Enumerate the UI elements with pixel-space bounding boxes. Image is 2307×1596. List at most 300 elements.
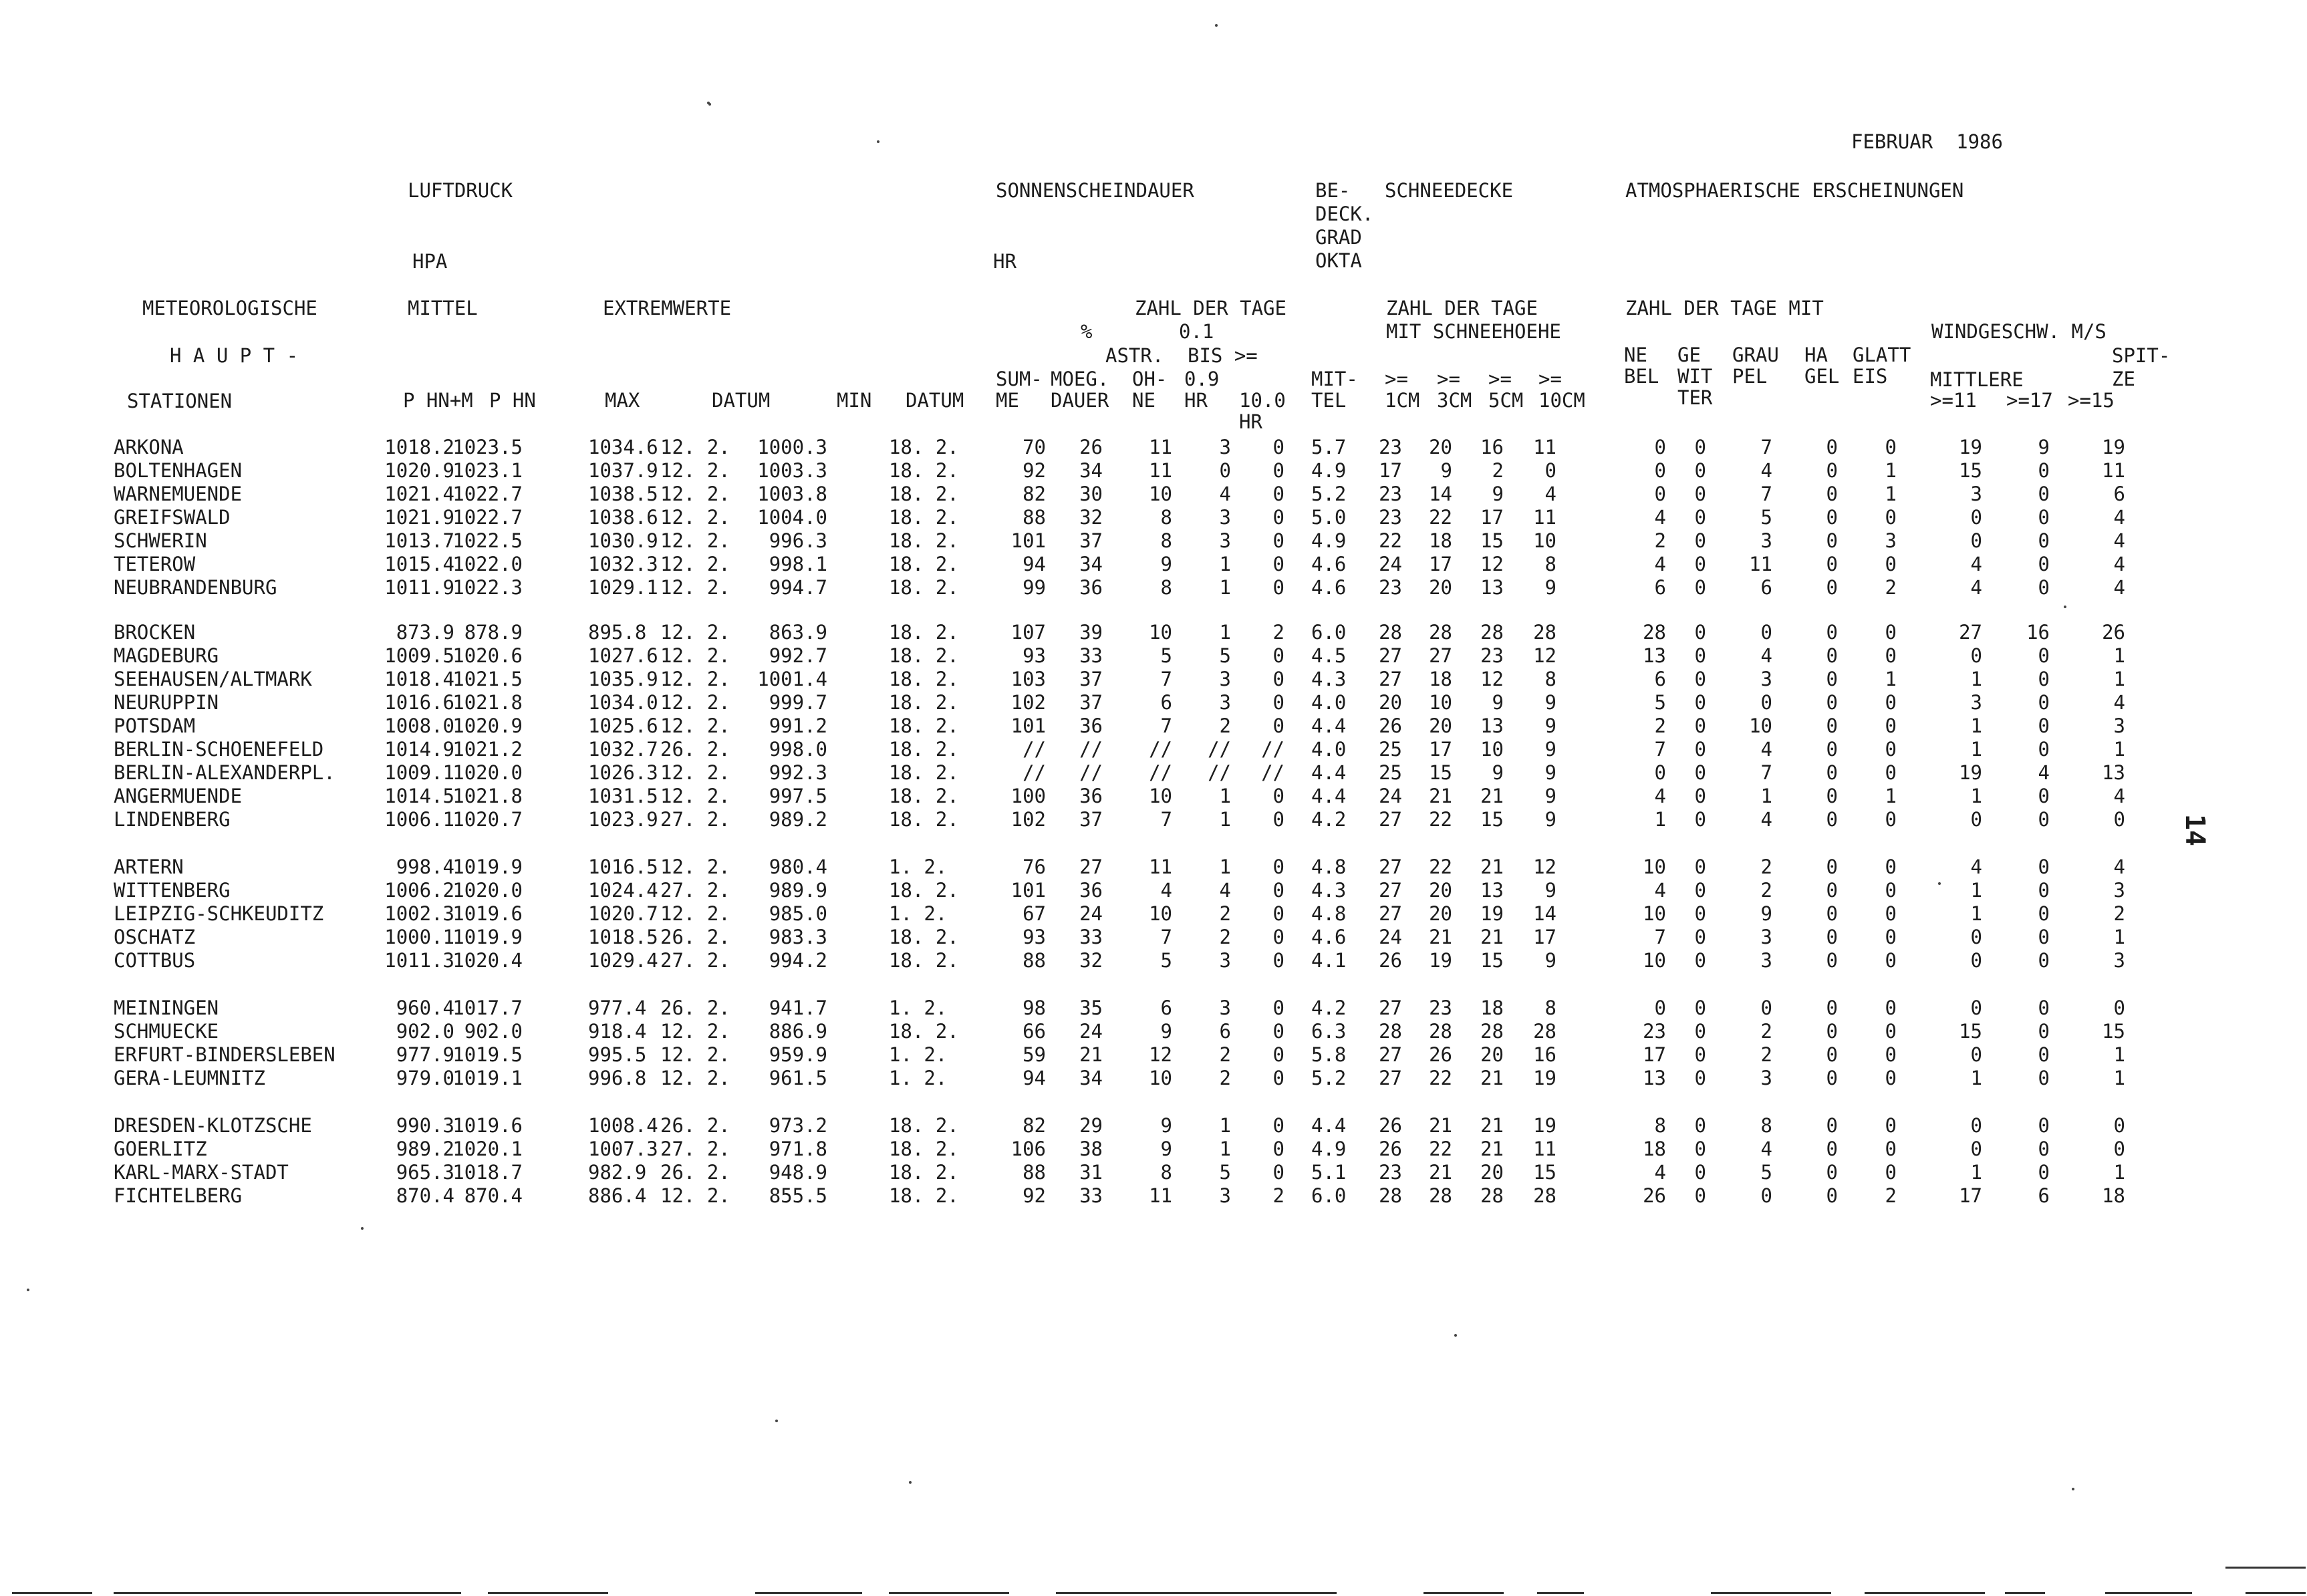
spitze-15-cell: 4 [2113,691,2125,714]
wind-11-cell: 1 [1970,879,1982,902]
min-datum-cell: 18. 2. [889,621,959,644]
wind-17-cell: 0 [2038,926,2050,948]
threshold-0-1-label: 0.1 [1179,320,1214,343]
moeg-dauer-cell: 36 [1079,576,1103,599]
ohne-sonne-cell: 12 [1149,1043,1172,1066]
hagel-cell: 0 [1826,553,1838,575]
schnee-3cm-cell: 28 [1429,621,1452,644]
moeg-dauer-cell: 36 [1079,714,1103,737]
graupel-cell: 4 [1760,644,1772,667]
wind-17-cell: 0 [2038,1138,2050,1160]
schnee-1cm-cell: 24 [1379,553,1402,575]
sonne-summe-cell: 92 [1023,459,1046,482]
min-datum-cell: 18. 2. [889,1114,959,1137]
station-name: ARKONA [114,436,184,458]
schnee-1cm-cell: 27 [1379,902,1402,925]
ab-10-0-cell: 0 [1272,1020,1284,1043]
scan-dash [2105,1592,2192,1594]
p-hn-cell: 1022.7 [452,506,523,529]
max-datum-cell: 27. 2. [660,879,730,902]
spitze-15-cell: 26 [2102,621,2125,644]
spitze-15-cell: 1 [2113,1043,2125,1066]
bis-0-9-cell: 3 [1219,668,1231,690]
max-datum-cell: 12. 2. [660,483,730,505]
moeg-dauer-cell: 34 [1079,459,1103,482]
min-datum-cell: 18. 2. [889,668,959,690]
bedeckung-cell: 6.0 [1311,621,1347,644]
scan-speck [1454,1334,1457,1337]
max-cell: 895.8 [588,621,647,644]
schnee-10cm-cell: 17 [1533,926,1556,948]
scan-speck [775,1420,778,1422]
moeg-dauer-header: MOEG. DAUER [1051,368,1109,412]
hagel-cell: 0 [1826,879,1838,902]
bedeckung-cell: 4.0 [1311,738,1347,761]
spitze-15-cell: 1 [2113,1067,2125,1089]
schnee-5cm-cell: 19 [1480,902,1504,925]
wind-17-header: >=17 [2006,389,2053,412]
schnee-1cm-cell: 26 [1379,1114,1402,1137]
gewitter-cell: 0 [1694,1184,1706,1207]
wind-11-header: >=11 [1930,389,1977,412]
max-datum-cell: 12. 2. [660,644,730,667]
wind-17-cell: 16 [2026,621,2050,644]
min-cell: 997.5 [769,785,827,807]
glatteis-cell: 0 [1885,1161,1897,1184]
atmosphaerische-erscheinungen-heading: ATMOSPHAERISCHE ERSCHEINUNGEN [1625,179,1964,202]
glatteis-cell: 0 [1885,879,1897,902]
schnee-10cm-cell: 9 [1544,761,1556,784]
nebel-cell: 1 [1654,808,1666,831]
min-datum-cell: 1. 2. [889,902,948,925]
gewitter-header: GE WIT TER [1677,344,1713,409]
scan-dash [1865,1592,1985,1594]
min-header: MIN [837,389,872,412]
schnee-10cm-cell: 0 [1544,459,1556,482]
max-datum-cell: 26. 2. [660,1114,730,1137]
stationen-heading-line1: METEOROLOGISCHE [142,297,317,319]
schnee-3cm-cell: 28 [1429,1184,1452,1207]
min-datum-cell: 18. 2. [889,949,959,972]
bis-0-9-cell: 5 [1219,1161,1231,1184]
schnee-1cm-cell: 23 [1379,506,1402,529]
moeg-dauer-cell: 36 [1079,879,1103,902]
bis-0-9-cell: 4 [1219,879,1231,902]
max-cell: 1007.3 [588,1138,658,1160]
min-cell: 959.9 [769,1043,827,1066]
p-hn-m-cell: 1002.3 [384,902,454,925]
gewitter-cell: 0 [1694,529,1706,552]
schnee-5cm-cell: 20 [1480,1161,1504,1184]
graupel-cell: 0 [1760,1184,1772,1207]
wind-17-cell: 0 [2038,808,2050,831]
max-cell: 1020.7 [588,902,658,925]
schnee-5cm-cell: 21 [1480,926,1504,948]
moeg-dauer-cell: 26 [1079,436,1103,458]
spitze-15-cell: 4 [2113,576,2125,599]
schnee-10cm-cell: 9 [1544,576,1556,599]
wind-17-cell: 0 [2038,553,2050,575]
p-hn-cell: 1023.1 [452,459,523,482]
schnee-10cm-cell: 8 [1544,668,1556,690]
max-datum-cell: 12. 2. [660,668,730,690]
max-datum-cell: 12. 2. [660,1043,730,1066]
bedeckung-cell: 4.2 [1311,996,1347,1019]
hagel-cell: 0 [1826,644,1838,667]
min-cell: 1000.3 [757,436,827,458]
spitze-15-cell: 0 [2113,1138,2125,1160]
station-name: LEIPZIG-SCHKEUDITZ [114,902,324,925]
wind-11-cell: 0 [1970,1138,1982,1160]
hagel-cell: 0 [1826,483,1838,505]
station-name: NEURUPPIN [114,691,219,714]
schnee-10cm-cell: 9 [1544,808,1556,831]
max-cell: 1018.5 [588,926,658,948]
bis-0-9-cell: // [1208,761,1231,784]
schnee-1cm-cell: 23 [1379,576,1402,599]
ab-10-0-header: 10.0 HR [1239,389,1286,433]
wind-17-cell: 0 [2038,949,2050,972]
p-hn-cell: 1019.6 [452,1114,523,1137]
schnee-1cm-cell: 23 [1379,1161,1402,1184]
stationen-heading-line2: H A U P T - [170,344,299,367]
station-name: BOLTENHAGEN [114,459,243,482]
schnee-10cm-cell: 10 [1533,529,1556,552]
graupel-cell: 3 [1760,949,1772,972]
bis-0-9-cell: 2 [1219,902,1231,925]
ab-10-0-cell: 0 [1272,714,1284,737]
scan-speck [1215,24,1218,27]
station-name: DRESDEN-KLOTZSCHE [114,1114,312,1137]
glatteis-cell: 1 [1885,785,1897,807]
schnee-1cm-cell: 23 [1379,436,1402,458]
station-name: MAGDEBURG [114,644,219,667]
min-cell: 989.2 [769,808,827,831]
bedeckung-cell: 4.0 [1311,691,1347,714]
bis-0-9-cell: 1 [1219,576,1231,599]
mittel-heading: MITTEL [408,297,478,319]
glatteis-cell: 0 [1885,621,1897,644]
max-header: MAX [605,389,640,412]
max-cell: 1032.7 [588,738,658,761]
schnee-1cm-cell: 26 [1379,949,1402,972]
p-hn-m-cell: 1000.1 [384,926,454,948]
max-cell: 1037.9 [588,459,658,482]
min-cell: 994.7 [769,576,827,599]
gewitter-cell: 0 [1694,621,1706,644]
bedeckung-cell: 4.9 [1311,1138,1347,1160]
station-name: LINDENBERG [114,808,231,831]
graupel-cell: 8 [1760,1114,1772,1137]
schnee-10cm-cell: 11 [1533,1138,1556,1160]
scan-dash [114,1592,461,1594]
min-cell: 998.0 [769,738,827,761]
min-datum-cell: 18. 2. [889,785,959,807]
glatteis-cell: 0 [1885,644,1897,667]
schnee-1cm-cell: 24 [1379,926,1402,948]
max-datum-cell: 12. 2. [660,691,730,714]
station-name: GREIFSWALD [114,506,231,529]
station-name: SCHWERIN [114,529,207,552]
p-hn-m-cell: 965.3 [396,1161,454,1184]
hagel-cell: 0 [1826,1114,1838,1137]
moeg-dauer-cell: 29 [1079,1114,1103,1137]
bedeckung-cell: 4.4 [1311,785,1347,807]
schnee-10cm-cell: 11 [1533,506,1556,529]
schnee-10cm-cell: 28 [1533,1020,1556,1043]
glatteis-cell: 0 [1885,506,1897,529]
sonne-summe-cell: // [1023,738,1046,761]
schnee-10cm-cell: 28 [1533,1184,1556,1207]
nebel-cell: 4 [1654,879,1666,902]
wind-17-cell: 0 [2038,1114,2050,1137]
luftdruck-heading: LUFTDRUCK [408,179,513,202]
station-name: POTSDAM [114,714,196,737]
gewitter-cell: 0 [1694,902,1706,925]
sonne-summe-cell: 94 [1023,553,1046,575]
nebel-header: NE BEL [1624,344,1659,388]
min-datum-cell: 18. 2. [889,926,959,948]
zahl-der-tage-schneehoehe-heading: ZAHL DER TAGE MIT SCHNEEHOEHE [1386,297,1561,343]
min-cell: 863.9 [769,621,827,644]
min-datum-cell: 1. 2. [889,855,948,878]
wind-17-cell: 0 [2038,1067,2050,1089]
wind-17-cell: 0 [2038,483,2050,505]
p-hn-m-cell: 1009.5 [384,644,454,667]
wind-11-cell: 27 [1959,621,1982,644]
p-hn-cell: 1019.9 [452,855,523,878]
scan-dash [1056,1592,1337,1594]
spitze-15-cell: 3 [2113,879,2125,902]
spitze-15-cell: 4 [2113,553,2125,575]
p-hn-m-cell: 1016.6 [384,691,454,714]
graupel-cell: 0 [1760,621,1772,644]
scan-speck [1938,882,1941,885]
schnee-1cm-cell: 25 [1379,738,1402,761]
min-cell: 992.7 [769,644,827,667]
schnee-3cm-cell: 9 [1440,459,1452,482]
graupel-cell: 7 [1760,483,1772,505]
min-cell: 941.7 [769,996,827,1019]
schnee-10cm-cell: 9 [1544,785,1556,807]
wind-11-cell: 19 [1959,436,1982,458]
ab-10-0-cell: 0 [1272,808,1284,831]
moeg-dauer-cell: 37 [1079,808,1103,831]
extremwerte-heading: EXTREMWERTE [603,297,732,319]
min-datum-header: DATUM [906,389,964,412]
min-datum-cell: 18. 2. [889,714,959,737]
spitze-15-cell: 3 [2113,949,2125,972]
gewitter-cell: 0 [1694,996,1706,1019]
graupel-cell: 0 [1760,691,1772,714]
schnee-10cm-cell: 8 [1544,996,1556,1019]
schnee-1cm-cell: 27 [1379,644,1402,667]
moeg-dauer-cell: // [1079,738,1103,761]
min-cell: 991.2 [769,714,827,737]
spitze-15-cell: 1 [2113,644,2125,667]
windgeschwindigkeit-heading: WINDGESCHW. M/S [1931,320,2107,343]
schnee-10cm-cell: 9 [1544,691,1556,714]
wind-17-cell: 0 [2038,996,2050,1019]
min-datum-cell: 18. 2. [889,506,959,529]
spitze-15-cell: 6 [2113,483,2125,505]
p-hn-header: P HN [489,389,536,412]
p-hn-m-cell: 1006.2 [384,879,454,902]
percent-label: % [1081,320,1093,343]
p-hn-cell: 1020.0 [452,761,523,784]
schnee-1cm-cell: 27 [1379,996,1402,1019]
max-cell: 1016.5 [588,855,658,878]
hagel-cell: 0 [1826,1043,1838,1066]
wind-11-cell: 17 [1959,1184,1982,1207]
nebel-cell: 18 [1643,1138,1666,1160]
summe-header: SUM- ME [996,368,1043,412]
min-datum-cell: 18. 2. [889,1184,959,1207]
wind-11-cell: 1 [1970,1067,1982,1089]
min-cell: 948.9 [769,1161,827,1184]
spitze-15-cell: 4 [2113,785,2125,807]
glatteis-header: GLATT EIS [1853,344,1911,388]
gewitter-cell: 0 [1694,553,1706,575]
sonne-summe-cell: 88 [1023,949,1046,972]
wind-11-cell: 15 [1959,459,1982,482]
max-cell: 1035.9 [588,668,658,690]
scan-speck [877,140,879,143]
spitze-15-cell: 3 [2113,714,2125,737]
max-cell: 1034.6 [588,436,658,458]
sonne-summe-cell: 93 [1023,926,1046,948]
gewitter-cell: 0 [1694,1067,1706,1089]
min-datum-cell: 1. 2. [889,996,948,1019]
min-cell: 1003.8 [757,483,827,505]
p-hn-cell: 1018.7 [452,1161,523,1184]
ohne-sonne-cell: 9 [1160,1138,1172,1160]
schnee-5cm-cell: 9 [1492,483,1504,505]
glatteis-cell: 0 [1885,808,1897,831]
glatteis-cell: 0 [1885,1138,1897,1160]
wind-17-cell: 0 [2038,855,2050,878]
min-cell: 994.2 [769,949,827,972]
schnee-5cm-cell: 21 [1480,855,1504,878]
graupel-cell: 4 [1760,459,1772,482]
nebel-cell: 0 [1654,761,1666,784]
schnee-10cm-cell: 28 [1533,621,1556,644]
max-datum-cell: 26. 2. [660,1161,730,1184]
ohne-sonne-cell: 11 [1149,459,1172,482]
ohne-sonne-cell: 5 [1160,949,1172,972]
wind-11-cell: 1 [1970,785,1982,807]
wind-17-cell: 0 [2038,506,2050,529]
p-hn-cell: 1022.5 [452,529,523,552]
ohne-sonne-cell: 11 [1149,436,1172,458]
moeg-dauer-cell: 24 [1079,902,1103,925]
graupel-cell: 1 [1760,785,1772,807]
max-cell: 886.4 [588,1184,647,1207]
bis-0-9-cell: 4 [1219,483,1231,505]
hpa-unit-label: HPA [412,250,448,273]
gewitter-cell: 0 [1694,668,1706,690]
schnee-3cm-cell: 18 [1429,668,1452,690]
moeg-dauer-cell: 39 [1079,621,1103,644]
station-name: BROCKEN [114,621,196,644]
schnee-5cm-cell: 9 [1492,691,1504,714]
hagel-cell: 0 [1826,902,1838,925]
ab-10-0-cell: 0 [1272,1161,1284,1184]
bis-0-9-cell: 6 [1219,1020,1231,1043]
p-hn-cell: 1020.6 [452,644,523,667]
graupel-cell: 2 [1760,1043,1772,1066]
station-name: OSCHATZ [114,926,196,948]
stationen-heading-line3: STATIONEN [127,390,233,412]
ab-10-0-cell: // [1261,738,1284,761]
nebel-cell: 6 [1654,668,1666,690]
bis-0-9-cell: // [1208,738,1231,761]
schnee-10cm-cell: 11 [1533,436,1556,458]
spitze-15-cell: 1 [2113,926,2125,948]
schnee-1cm-cell: 20 [1379,691,1402,714]
station-name: ARTERN [114,855,184,878]
schnee-1cm-cell: 22 [1379,529,1402,552]
bedeckung-cell: 4.3 [1311,879,1347,902]
min-cell: 992.3 [769,761,827,784]
ab-10-0-cell: 0 [1272,483,1284,505]
glatteis-cell: 0 [1885,1043,1897,1066]
p-hn-cell: 1019.9 [452,926,523,948]
schnee-3cm-cell: 22 [1429,1138,1452,1160]
moeg-dauer-cell: 31 [1079,1161,1103,1184]
glatteis-cell: 1 [1885,459,1897,482]
ohne-sonne-cell: 6 [1160,691,1172,714]
bis-0-9-cell: 2 [1219,1067,1231,1089]
schnee-1cm-cell: 17 [1379,459,1402,482]
gewitter-cell: 0 [1694,879,1706,902]
spitze-15-cell: 1 [2113,1161,2125,1184]
bedeckung-cell: 4.6 [1311,553,1347,575]
p-hn-m-cell: 1011.3 [384,949,454,972]
hagel-cell: 0 [1826,785,1838,807]
p-hn-cell: 1020.1 [452,1138,523,1160]
ab-10-0-cell: 0 [1272,902,1284,925]
bis-0-9-cell: 1 [1219,855,1231,878]
glatteis-cell: 0 [1885,949,1897,972]
schnee-10cm-cell: 14 [1533,902,1556,925]
max-datum-cell: 12. 2. [660,1020,730,1043]
min-cell: 1004.0 [757,506,827,529]
spitze-15-cell: 0 [2113,996,2125,1019]
max-cell: 1008.4 [588,1114,658,1137]
schnee-3cm-cell: 19 [1429,949,1452,972]
schnee-5cm-cell: 12 [1480,553,1504,575]
schnee-1cm-header: >= 1CM [1385,368,1420,412]
glatteis-cell: 0 [1885,691,1897,714]
moeg-dauer-cell: 21 [1079,1043,1103,1066]
month-year-heading: FEBRUAR 1986 [1851,130,2003,153]
bedeckung-cell: 5.0 [1311,506,1347,529]
schnee-3cm-cell: 20 [1429,714,1452,737]
schnee-5cm-cell: 21 [1480,1114,1504,1137]
gewitter-cell: 0 [1694,506,1706,529]
ab-10-0-cell: 0 [1272,996,1284,1019]
bedeckung-cell: 4.6 [1311,926,1347,948]
min-cell: 996.3 [769,529,827,552]
schnee-3cm-cell: 21 [1429,926,1452,948]
moeg-dauer-cell: 38 [1079,1138,1103,1160]
max-cell: 1029.1 [588,576,658,599]
sonne-summe-cell: 82 [1023,483,1046,505]
schnee-1cm-cell: 27 [1379,1043,1402,1066]
bis-label: BIS >= [1188,344,1258,367]
schnee-3cm-cell: 22 [1429,808,1452,831]
